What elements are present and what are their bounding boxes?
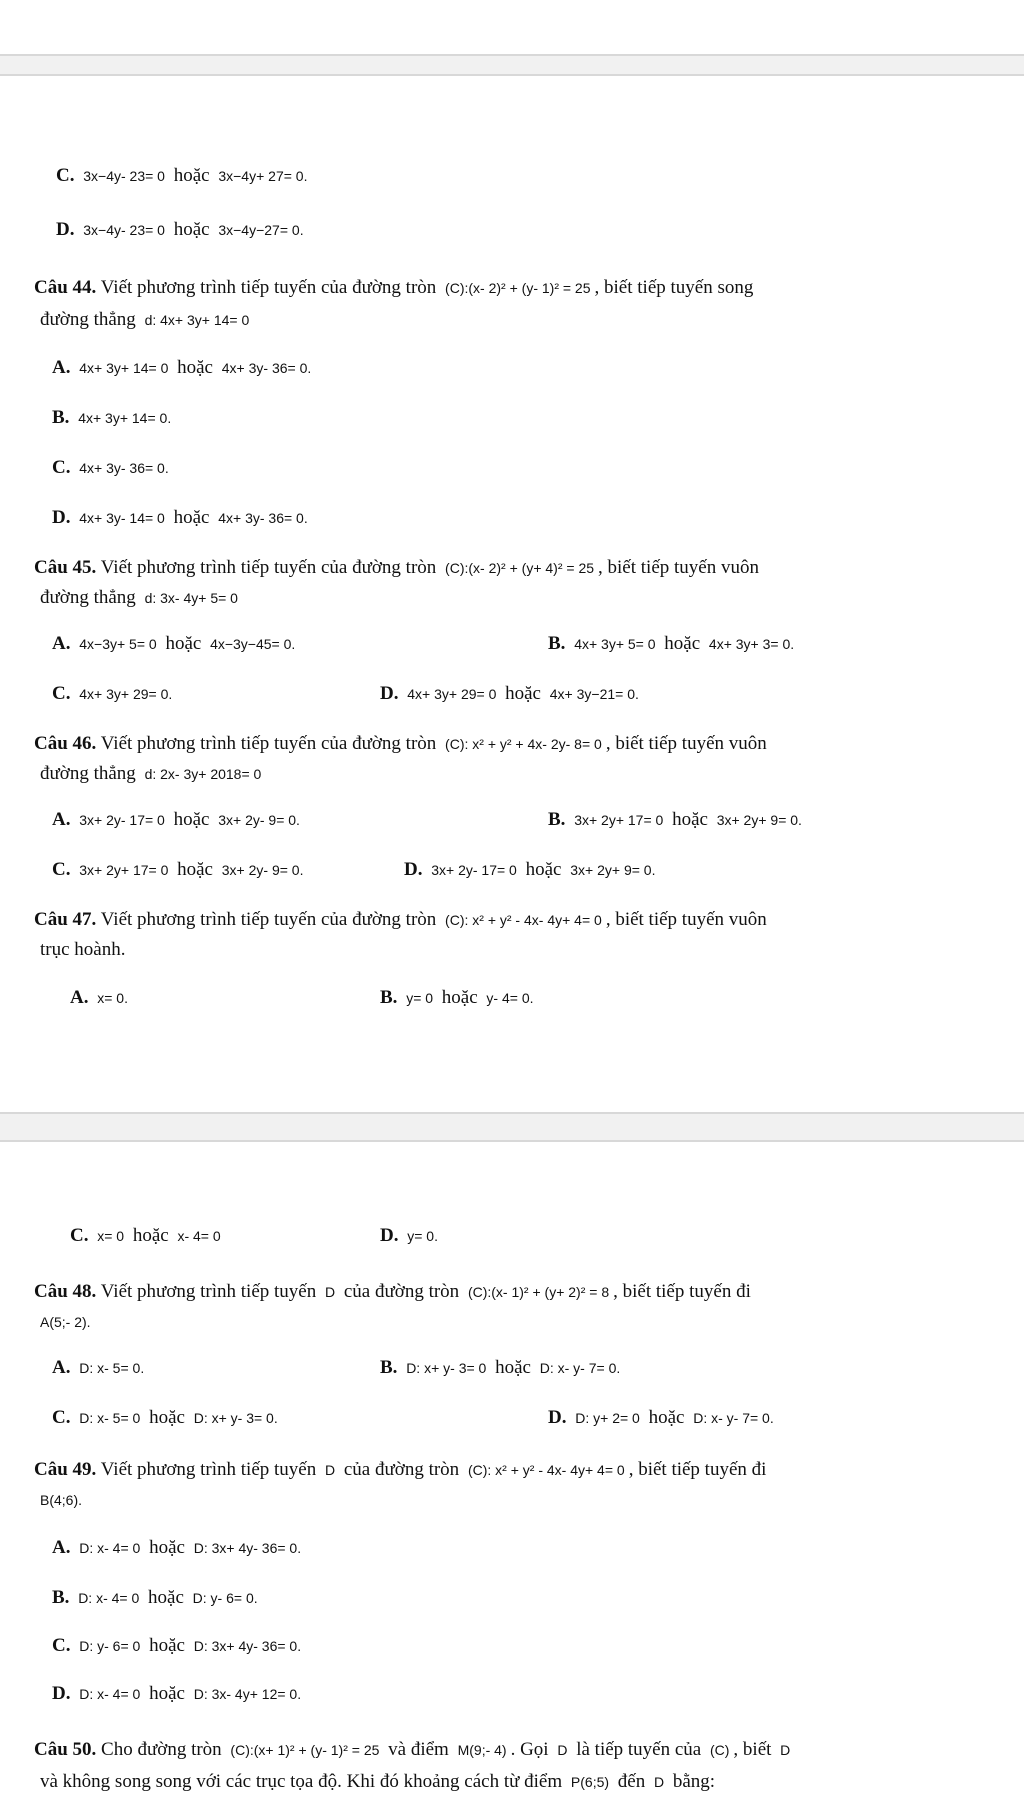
- question-text: của đường tròn: [343, 1281, 460, 1302]
- question-number: Câu 44.: [34, 277, 97, 298]
- equation: D: 3x+ 4y- 36= 0.: [193, 1638, 302, 1654]
- equation: 3x+ 2y+ 9= 0.: [570, 862, 656, 878]
- option-d: [52, 1682, 305, 1706]
- equation: 4x+ 3y+ 14= 0.: [78, 410, 172, 426]
- circle-equation: (C):(x+ 1)² + (y- 1)² = 25: [230, 1742, 380, 1758]
- equation: 4x−3y+ 5= 0: [79, 636, 157, 652]
- question-text: đường thẳng: [40, 309, 136, 330]
- question-45-stem-line2: [40, 586, 242, 610]
- equation: 4x+ 3y−21= 0.: [549, 686, 639, 702]
- tangent-symbol: D: [557, 1742, 568, 1758]
- or-word: hoặc: [648, 1407, 685, 1428]
- circle-symbol: (C): [709, 1742, 730, 1758]
- option-a: [52, 1356, 148, 1380]
- question-text: Cho đường tròn: [101, 1739, 222, 1760]
- point: B(4;6).: [40, 1492, 83, 1508]
- equation: D: x- 4= 0: [78, 1590, 140, 1606]
- question-49-stem-line2: [36, 1488, 86, 1512]
- or-word: hoặc: [173, 165, 210, 186]
- option-label: A.: [52, 1537, 71, 1558]
- equation: 4x+ 3y+ 3= 0.: [708, 636, 795, 652]
- equation: 4x+ 3y+ 5= 0: [574, 636, 656, 652]
- option-label: D.: [548, 1407, 567, 1428]
- equation: x= 0.: [97, 990, 128, 1006]
- or-word: hoặc: [525, 859, 562, 880]
- circle-equation: (C): x² + y² - 4x- 4y+ 4= 0: [467, 1462, 625, 1478]
- tangent-symbol: D: [324, 1284, 336, 1300]
- option-label: D.: [404, 859, 423, 880]
- question-text: , biết tiếp tuyến vuôn: [605, 733, 767, 754]
- option-b: [548, 808, 806, 832]
- option-label: B.: [380, 1357, 398, 1378]
- equation: 3x+ 2y+ 17= 0: [79, 862, 169, 878]
- option-d: [380, 1224, 442, 1248]
- question-44-stem-line2: [40, 308, 253, 332]
- option-label: C.: [52, 683, 71, 704]
- equation: D: x- y- 7= 0.: [693, 1410, 774, 1426]
- question-number: Câu 47.: [34, 909, 97, 930]
- option-label: B.: [52, 1587, 70, 1608]
- question-number: Câu 45.: [34, 557, 97, 578]
- question-50-stem-line2: [40, 1770, 715, 1794]
- equation: D: x- 4= 0: [79, 1686, 141, 1702]
- question-text: bằng:: [672, 1771, 716, 1792]
- equation: 3x−4y−27= 0.: [218, 222, 304, 238]
- equation: 4x+ 3y- 36= 0.: [221, 360, 312, 376]
- equation: 3x+ 2y+ 17= 0: [574, 812, 664, 828]
- equation: 3x+ 2y+ 9= 0.: [716, 812, 802, 828]
- option-label: D.: [52, 1683, 71, 1704]
- equation: 4x+ 3y- 36= 0.: [218, 510, 308, 526]
- option-label: C.: [52, 859, 71, 880]
- question-text: Viết phương trình tiếp tuyến của đường tròn: [100, 277, 437, 298]
- option-c: [70, 1224, 225, 1248]
- option-a: [52, 808, 304, 832]
- equation: D: x- 4= 0: [79, 1540, 141, 1556]
- question-number: Câu 50.: [34, 1739, 97, 1760]
- equation: 4x+ 3y- 36= 0.: [79, 460, 169, 476]
- or-word: hoặc: [173, 219, 210, 240]
- or-word: hoặc: [177, 357, 213, 378]
- question-48-stem: [34, 1280, 751, 1304]
- question-text: , biết tiếp tuyến vuôn: [605, 909, 767, 930]
- equation: y= 0.: [407, 1228, 438, 1244]
- option-label: B.: [52, 407, 70, 428]
- tangent-symbol: D: [780, 1742, 791, 1758]
- equation: D: 3x+ 4y- 36= 0.: [193, 1540, 302, 1556]
- or-word: hoặc: [173, 809, 210, 830]
- or-word: hoặc: [148, 1587, 184, 1608]
- option-label: A.: [52, 357, 71, 378]
- equation: 3x+ 2y- 9= 0.: [221, 862, 304, 878]
- option-b: [548, 632, 798, 656]
- option-d: [52, 506, 312, 530]
- equation: x= 0: [97, 1228, 125, 1244]
- circle-equation: (C):(x- 2)² + (y- 1)² = 25: [445, 280, 591, 296]
- equation: D: x+ y- 3= 0: [406, 1360, 487, 1376]
- option-b: [52, 406, 175, 430]
- question-number: Câu 49.: [34, 1459, 97, 1480]
- question-44-stem: [34, 276, 753, 300]
- option-label: D.: [52, 507, 71, 528]
- or-word: hoặc: [505, 683, 541, 704]
- option-label: A.: [52, 809, 71, 830]
- page-separator-top: [0, 54, 1024, 76]
- equation: D: x- y- 7= 0.: [539, 1360, 621, 1376]
- question-text: Viết phương trình tiếp tuyến: [100, 1459, 317, 1480]
- circle-equation: (C): x² + y² + 4x- 2y- 8= 0: [445, 736, 602, 752]
- or-word: hoặc: [149, 1537, 185, 1558]
- option-c: [56, 164, 311, 188]
- option-b: [380, 986, 538, 1010]
- equation: D: x- 5= 0.: [79, 1360, 145, 1376]
- option-label: B.: [380, 987, 398, 1008]
- question-text: đến: [617, 1771, 646, 1792]
- question-text: Viết phương trình tiếp tuyến của đường tròn: [100, 557, 437, 578]
- equation: D: x+ y- 3= 0.: [193, 1410, 278, 1426]
- question-text: đường thẳng: [40, 587, 136, 608]
- equation: 4x+ 3y+ 14= 0: [79, 360, 169, 376]
- option-a: [52, 632, 299, 656]
- line-equation: d: 4x+ 3y+ 14= 0: [144, 312, 250, 328]
- point: P(6;5): [570, 1774, 610, 1790]
- equation: 4x+ 3y+ 29= 0.: [79, 686, 173, 702]
- or-word: hoặc: [165, 633, 202, 654]
- question-text: , biết tiếp tuyến vuôn: [598, 557, 759, 578]
- option-label: D.: [380, 1225, 399, 1246]
- question-text: . Gọi: [510, 1739, 549, 1760]
- or-word: hoặc: [149, 1683, 185, 1704]
- option-label: C.: [52, 1635, 71, 1656]
- equation: y- 4= 0.: [486, 990, 534, 1006]
- option-b: [380, 1356, 624, 1380]
- question-45-stem: [34, 556, 759, 580]
- or-word: hoặc: [149, 1635, 185, 1656]
- option-label: A.: [52, 1357, 71, 1378]
- question-number: Câu 48.: [34, 1281, 97, 1302]
- question-text: , biết tiếp tuyến song: [594, 277, 754, 298]
- or-word: hoặc: [495, 1357, 531, 1378]
- question-49-stem: [34, 1458, 766, 1482]
- or-word: hoặc: [149, 1407, 185, 1428]
- equation: 3x−4y- 23= 0: [83, 222, 165, 238]
- option-d: [404, 858, 659, 882]
- line-equation: d: 2x- 3y+ 2018= 0: [144, 766, 262, 782]
- or-word: hoặc: [441, 987, 478, 1008]
- equation: 4x+ 3y- 14= 0: [79, 510, 165, 526]
- question-text: , biết tiếp tuyến đi: [628, 1459, 767, 1480]
- equation: 3x−4y- 23= 0: [83, 168, 165, 184]
- question-text: và điểm: [388, 1739, 449, 1760]
- question-text: trục hoành.: [40, 939, 126, 960]
- option-label: A.: [70, 987, 89, 1008]
- equation: 4x+ 3y+ 29= 0: [407, 686, 497, 702]
- question-47-stem-line2: [40, 938, 125, 962]
- equation: x- 4= 0: [177, 1228, 221, 1244]
- option-a: [70, 986, 132, 1010]
- option-label: C.: [52, 1407, 71, 1428]
- equation: D: y- 6= 0.: [192, 1590, 258, 1606]
- option-c: [52, 858, 307, 882]
- equation: 3x+ 2y- 9= 0.: [218, 812, 300, 828]
- or-word: hoặc: [173, 507, 210, 528]
- question-text: , biết: [733, 1739, 772, 1760]
- option-c: [52, 1406, 282, 1430]
- question-text: và không song song với các trục tọa độ. Khi đó khoảng cách từ điểm: [40, 1771, 563, 1792]
- equation: D: x- 5= 0: [79, 1410, 141, 1426]
- option-c: [52, 1634, 305, 1658]
- circle-equation: (C):(x- 1)² + (y+ 2)² = 8: [467, 1284, 610, 1300]
- page-separator-middle: [0, 1112, 1024, 1142]
- equation: 4x−3y−45= 0.: [210, 636, 296, 652]
- or-word: hoặc: [664, 633, 701, 654]
- question-47-stem: [34, 908, 767, 932]
- circle-equation: (C):(x- 2)² + (y+ 4)² = 25: [445, 560, 595, 576]
- equation: y= 0: [406, 990, 434, 1006]
- point: M(9;- 4): [457, 1742, 507, 1758]
- point: A(5;- 2).: [40, 1314, 91, 1330]
- option-b: [52, 1586, 262, 1610]
- question-text: của đường tròn: [343, 1459, 460, 1480]
- question-46-stem: [34, 732, 767, 756]
- option-label: B.: [548, 809, 566, 830]
- question-48-stem-line2: [36, 1310, 95, 1334]
- option-label: C.: [70, 1225, 89, 1246]
- question-50-stem: [34, 1738, 794, 1762]
- option-a: [52, 1536, 305, 1560]
- question-number: Câu 46.: [34, 733, 97, 754]
- option-d: [548, 1406, 778, 1430]
- equation: D: y- 6= 0: [79, 1638, 141, 1654]
- option-d: [380, 682, 643, 706]
- question-text: , biết tiếp tuyến đi: [613, 1281, 751, 1302]
- equation: D: y+ 2= 0: [575, 1410, 640, 1426]
- tangent-symbol: D: [653, 1774, 665, 1790]
- question-text: là tiếp tuyến của: [576, 1739, 702, 1760]
- equation: 3x+ 2y- 17= 0: [79, 812, 165, 828]
- option-label: C.: [56, 165, 75, 186]
- question-text: Viết phương trình tiếp tuyến của đường tròn: [100, 909, 437, 930]
- option-c: [52, 456, 173, 480]
- option-label: D.: [56, 219, 75, 240]
- option-c: [52, 682, 176, 706]
- tangent-symbol: D: [324, 1462, 336, 1478]
- or-word: hoặc: [132, 1225, 169, 1246]
- question-text: đường thẳng: [40, 763, 136, 784]
- line-equation: d: 3x- 4y+ 5= 0: [144, 590, 238, 606]
- equation: D: 3x- 4y+ 12= 0.: [193, 1686, 302, 1702]
- option-a: [52, 356, 315, 380]
- or-word: hoặc: [672, 809, 708, 830]
- option-label: C.: [52, 457, 71, 478]
- option-d: [56, 218, 308, 242]
- question-46-stem-line2: [40, 762, 265, 786]
- option-label: A.: [52, 633, 71, 654]
- equation: 3x+ 2y- 17= 0: [431, 862, 517, 878]
- circle-equation: (C): x² + y² - 4x- 4y+ 4= 0: [445, 912, 602, 928]
- option-label: D.: [380, 683, 399, 704]
- option-label: B.: [548, 633, 566, 654]
- question-text: Viết phương trình tiếp tuyến của đường tròn: [100, 733, 437, 754]
- question-text: Viết phương trình tiếp tuyến: [100, 1281, 317, 1302]
- equation: 3x−4y+ 27= 0.: [218, 168, 308, 184]
- or-word: hoặc: [177, 859, 213, 880]
